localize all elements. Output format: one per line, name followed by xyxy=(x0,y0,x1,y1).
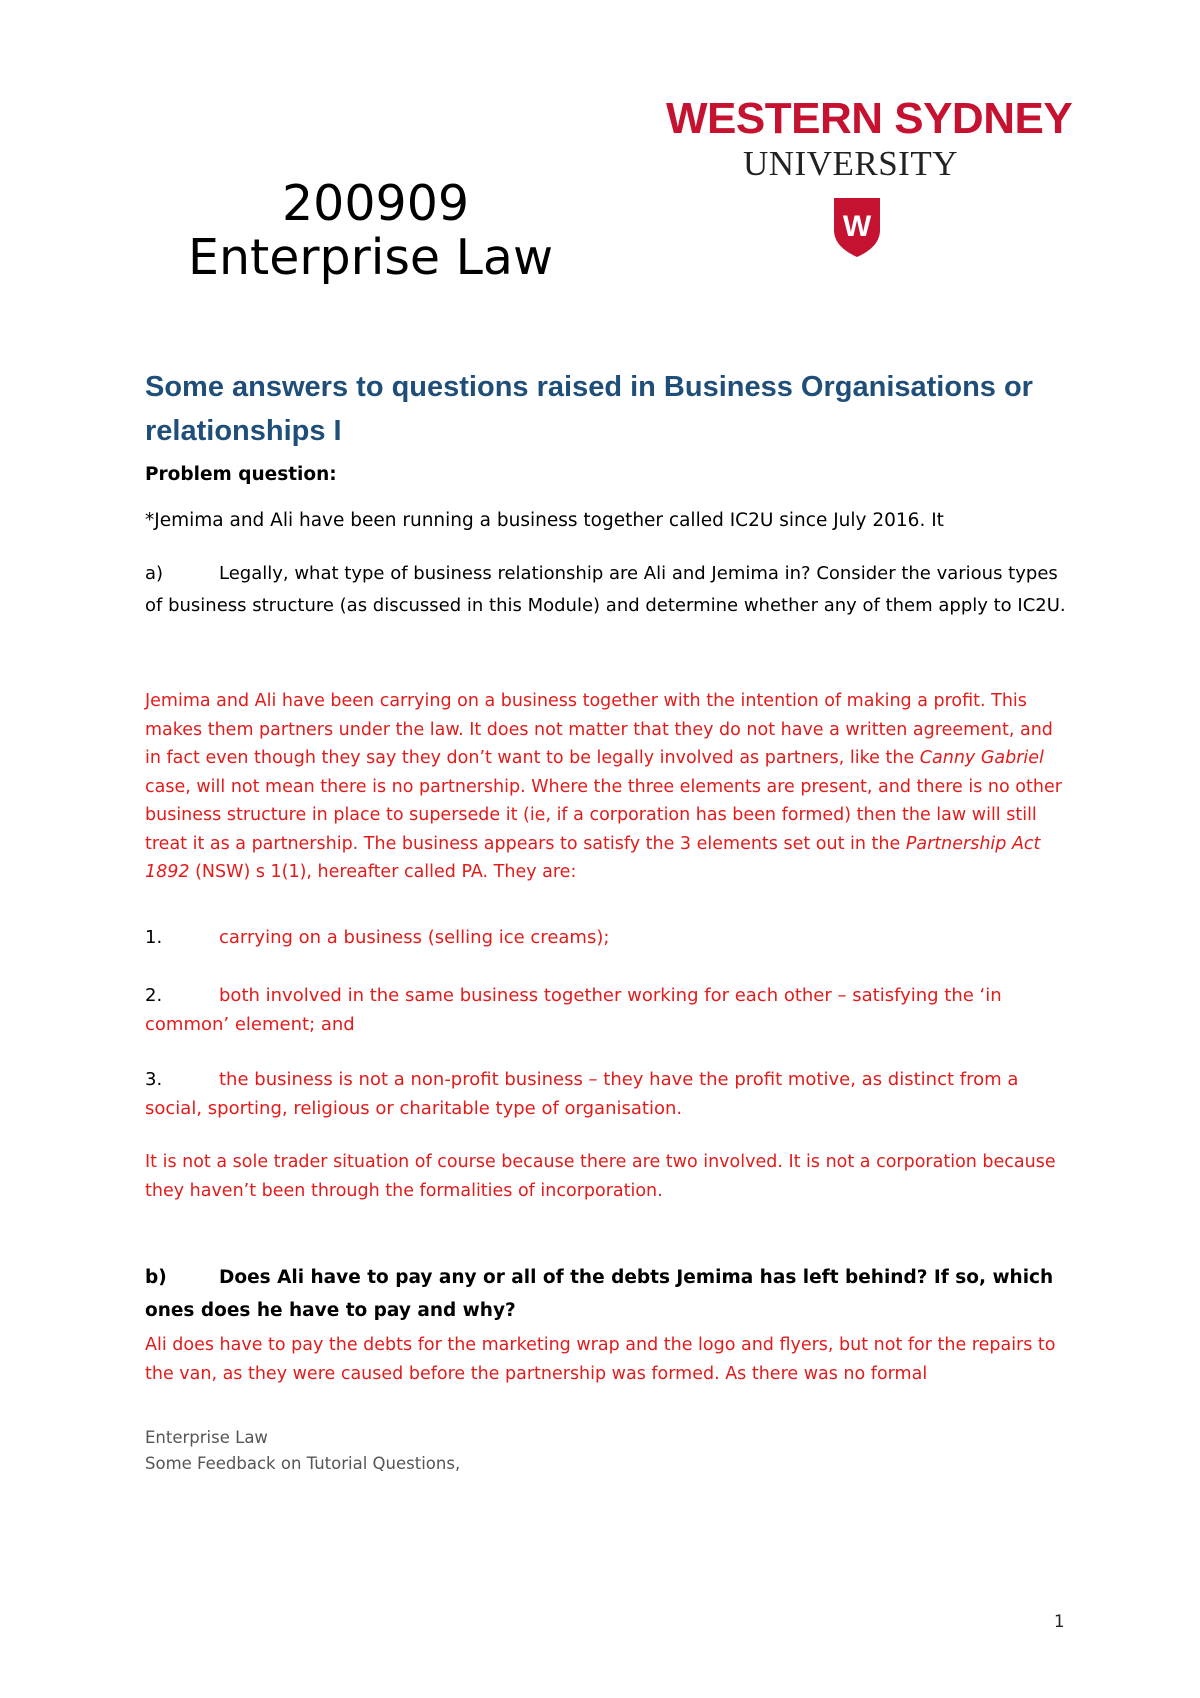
answer-a-paragraph xyxy=(145,687,1070,887)
shield-icon xyxy=(832,196,882,258)
page-title: Some answers to questions raised in Business Organisations or relationships I xyxy=(145,371,1033,447)
problem-heading: Problem question: xyxy=(145,464,337,485)
answer-a-conclusion: It is not a sole trader situation of course because there are two involved. It is not a corporation because they haven’t been through the formalities of incorporation. xyxy=(145,1152,1056,1201)
university-logo xyxy=(664,94,1073,270)
list-item-number: 1. xyxy=(145,927,163,948)
list-item-text: both involved in the same business together working for each other – satisfying the ‘in common’ element; and xyxy=(145,985,1002,1035)
answer-b: Ali does have to pay the debts for the marketing wrap and the logo and flyers, but not for the repairs to the van, as they were caused before the partnership was formed. As there was no formal xyxy=(145,1335,1056,1384)
act-name: Partnership Act 1892 xyxy=(145,833,1041,882)
page-number: 1 xyxy=(1054,1612,1065,1631)
footer-subtitle: Some Feedback on Tutorial Questions, xyxy=(145,1454,461,1473)
question-a-text: Legally, what type of business relationship are Ali and Jemima in? Consider the various types of business structure (as discussed in this Module) and determine whether any of them apply to IC2U. xyxy=(145,563,1066,616)
list-item-text: carrying on a business (selling ice creams); xyxy=(219,927,610,948)
logo-subtitle: UNIVERSITY xyxy=(743,144,958,183)
list-item xyxy=(145,1065,1070,1123)
course-name: Enterprise Law xyxy=(188,229,554,286)
logo-wordmark: WESTERN SYDNEY xyxy=(666,94,1073,143)
answer-a-part3: (NSW) s 1(1), hereafter called PA. They are: xyxy=(189,862,577,882)
shield-letter: W xyxy=(842,210,872,243)
answer-a-part2: case, will not mean there is no partnership. Where the three elements are present, and there is no other business structure in place to supersede it (ie, if a corporation has been formed) then the law will still treat it as a partnership. The business appears to satisfy the 3 elements set out in the xyxy=(145,776,1062,854)
question-a xyxy=(145,558,1070,622)
footer-course: Enterprise Law xyxy=(145,1428,268,1447)
list-item-number: 3. xyxy=(145,1069,163,1090)
course-code: 200909 xyxy=(282,175,470,232)
list-item xyxy=(145,923,1070,952)
list-item-text: the business is not a non-profit business – they have the profit motive, as distinct from a social, sporting, religious or charitable type of organisation. xyxy=(145,1069,1019,1119)
question-b-label: b) xyxy=(145,1267,167,1288)
list-item-number: 2. xyxy=(145,985,163,1006)
answer-a-part1: Jemima and Ali have been carrying on a business together with the intention of making a profit. This makes them partners under the law. It does not matter that they do not have a written agreement, and in fact even though they say they don’t want to be legally involved as partners, like the xyxy=(145,691,1053,768)
problem-intro: *Jemima and Ali have been running a business together called IC2U since July 2016. It xyxy=(145,510,944,531)
question-b-text: Does Ali have to pay any or all of the debts Jemima has left behind? If so, which ones does he have to pay and why? xyxy=(145,1267,1054,1321)
case-name: Canny Gabriel xyxy=(919,748,1044,768)
question-a-label: a) xyxy=(145,563,164,584)
question-b xyxy=(145,1261,1070,1327)
list-item xyxy=(145,981,1070,1039)
